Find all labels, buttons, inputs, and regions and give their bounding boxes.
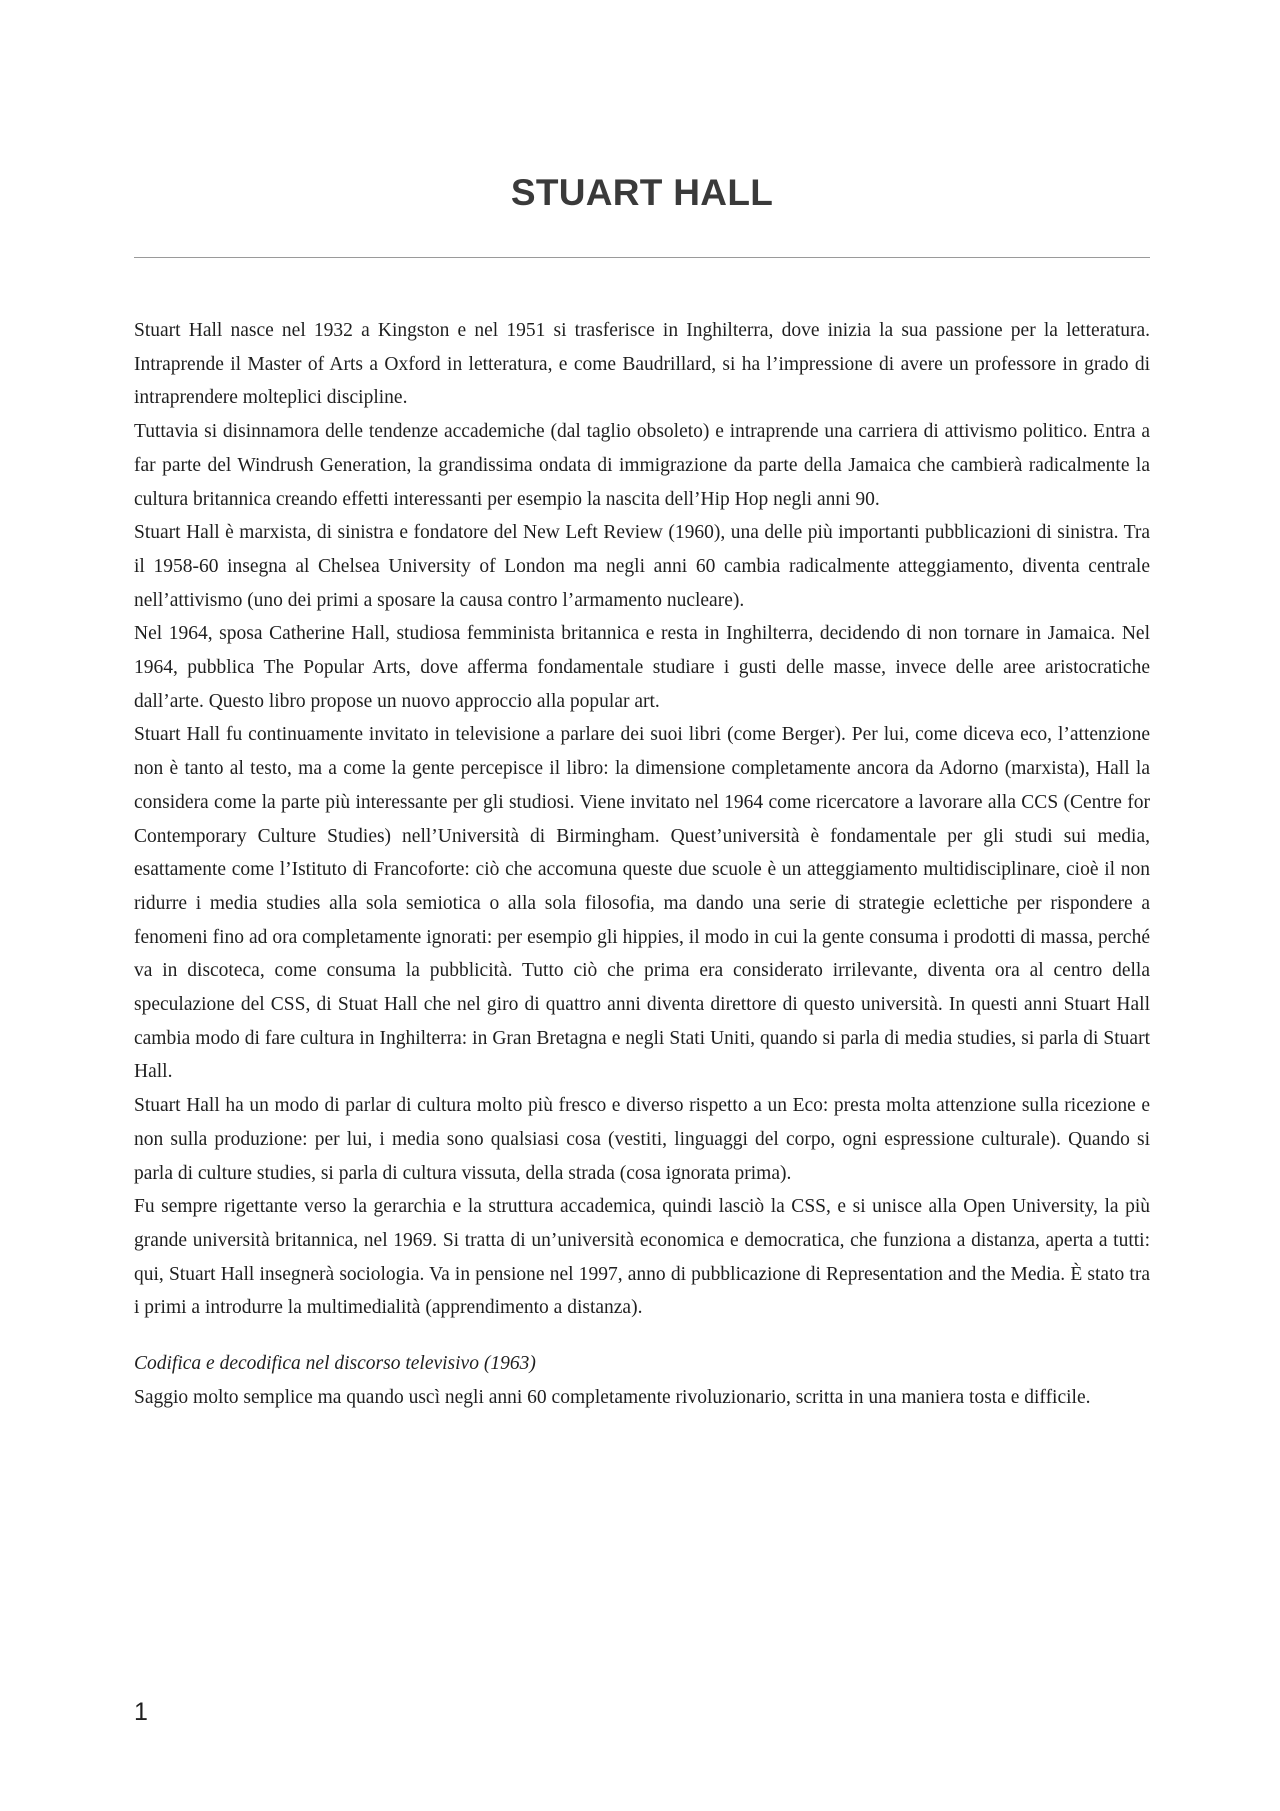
paragraph-culture-studies: Stuart Hall ha un modo di parlar di cultura molto più fresco e diverso rispetto a un Eco: presta molta attenzione sulla ricezione e non sulla produzione: per lui, i media sono qualsiasi cosa (vestiti, linguaggi del corpo, ogni espressione culturale). Quando si parla di culture studies, si parla di cultura vissuta, della strada (cosa ignorata prima). (134, 1095, 1150, 1184)
paragraph-birmingham-ccs: Stuart Hall fu continuamente invitato in televisione a parlare dei suoi libri (come Berger). Per lui, come diceva eco, l’attenzione non è tanto al testo, ma a come la gente percepisce il libro: la dimensione completamente ancora da Adorno (marxista), Hall la considera come la parte più interessante per gli studiosi. Viene invitato nel 1964 come ricercatore a lavorare alla CCS (Centre for Contemporary Culture Studies) nell’Università di Birmingham. Quest’università è fondamentale per gli studi sui media, esattamente come l’Istituto di Francoforte: ciò che accomuna queste due scuole è un atteggiamento multidisciplinare, cioè il non ridurre i media studies alla sola semiotica o alla sola filosofia, ma dando una serie di strategie eclettiche per rispondere a fenomeni fino ad ora completamente ignorati: per esempio gli hippies, il modo in cui la gente consuma i prodotti di massa, perché va in discoteca, come consuma la pubblicità. Tutto ciò che prima era considerato irrilevante, diventa ora al centro della speculazione del CSS, di Stuat Hall che nel giro di quattro anni diventa direttore di questo università. In questi anni Stuart Hall cambia modo di fare cultura in Inghilterra: in Gran Bretagna e negli Stati Uniti, quando si parla di media studies, si parla di Stuart Hall. (134, 724, 1150, 1083)
page-number: 1 (134, 1698, 148, 1726)
title-divider (134, 257, 1150, 258)
paragraph-early-life: Stuart Hall nasce nel 1932 a Kingston e nel 1951 si trasferisce in Inghilterra, dove inizia la sua passione per la letteratura. Intraprende il Master of Arts a Oxford in letteratura, e come Baudrillard, si ha l’impressione di avere un professore in grado di intraprendere molteplici discipline. (134, 320, 1150, 409)
page-title: STUART HALL (510, 172, 774, 213)
paragraph-open-university: Fu sempre rigettante verso la gerarchia e la struttura accademica, quindi lasciò la CSS, e si unisce alla Open University, la più grande università britannica, nel 1969. Si tratta di un’università economica e democratica, che funziona a distanza, aperta a tutti: qui, Stuart Hall insegnerà sociologia. Va in pensione nel 1997, anno di pubblicazione di Representation and the Media. È stato tra i primi a introdurre la multimedialità (apprendimento a distanza). (134, 1196, 1150, 1319)
paragraph-essay-description: Saggio molto semplice ma quando uscì negli anni 60 completamente rivoluzionario, scritta in una maniera tosta e difficile. (134, 1386, 1091, 1408)
document-body (134, 314, 1150, 1415)
paragraph-new-left-review: Stuart Hall è marxista, di sinistra e fondatore del New Left Review (1960), una delle più importanti pubblicazioni di sinistra. Tra il 1958-60 insegna al Chelsea University of London ma negli anni 60 cambia radicalmente atteggiamento, diventa centrale nell’attivismo (uno dei primi a sposare la causa contro l’armamento nucleare). (134, 522, 1150, 611)
section-subheading: Codifica e decodifica nel discorso televisivo (1963) (134, 1353, 536, 1375)
paragraph-activism: Tuttavia si disinnamora delle tendenze accademiche (dal taglio obsoleto) e intraprende una carriera di attivismo politico. Entra a far parte del Windrush Generation, la grandissima ondata di immigrazione da parte della Jamaica che cambierà radicalmente la cultura britannica creando effetti interessanti per esempio la nascita dell’Hip Hop negli anni 90. (134, 421, 1150, 510)
paragraph-popular-arts: Nel 1964, sposa Catherine Hall, studiosa femminista britannica e resta in Inghilterra, decidendo di non tornare in Jamaica. Nel 1964, pubblica The Popular Arts, dove afferma fondamentale studiare i gusti delle masse, invece delle aree aristocratiche dall’arte. Questo libro propose un nuovo approccio alla popular art. (134, 623, 1150, 712)
